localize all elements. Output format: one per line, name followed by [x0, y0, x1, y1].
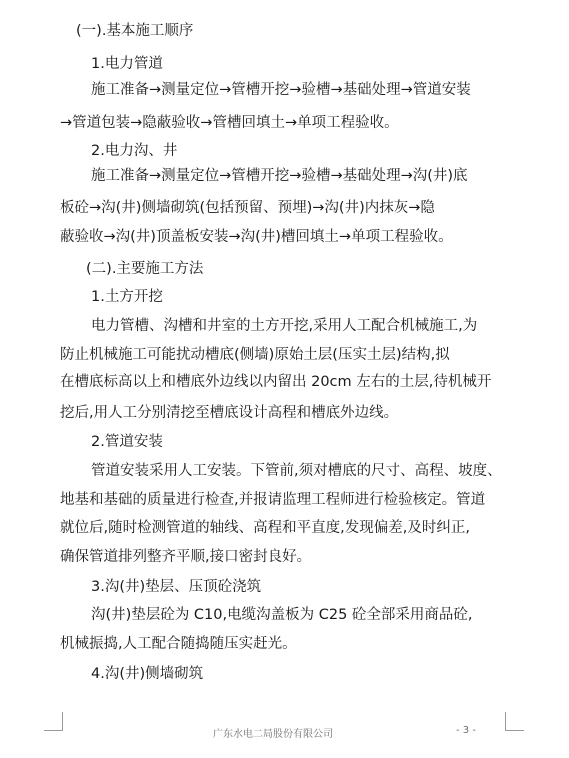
item-heading-power-trench-well: 2.电力沟、井 — [91, 143, 178, 159]
paragraph-line: 机械振捣,人工配合随捣随压实赶光。 — [60, 636, 297, 652]
paragraph-line: 施工准备→测量定位→管槽开挖→验槽→基础处理→沟(井)底 — [91, 168, 468, 184]
item-heading-power-pipeline: 1.电力管道 — [91, 56, 163, 72]
method-heading-side-wall-masonry: 4.沟(井)侧墙砌筑 — [91, 666, 204, 682]
crop-mark-right — [505, 712, 524, 731]
paragraph-line: 施工准备→测量定位→管槽开挖→验槽→基础处理→管道安装 — [91, 82, 471, 98]
paragraph-line: 在槽底标高以上和槽底外边线以内留出 20cm 左右的土层,待机械开 — [60, 374, 492, 390]
crop-mark-left — [44, 712, 63, 731]
paragraph-line: 确保管道排列整齐平顺,接口密封良好。 — [60, 549, 312, 565]
paragraph-line: 蔽验收→沟(井)顶盖板安装→沟(井)槽回填土→单项工程验收。 — [60, 229, 453, 245]
paragraph-line: 防止机械施工可能扰动槽底(侧墙)原始土层(压实土层)结构,拟 — [60, 347, 450, 363]
method-heading-earth-excavation: 1.土方开挖 — [91, 289, 163, 305]
paragraph-line: 电力管槽、沟槽和井室的土方开挖,采用人工配合机械施工,为 — [91, 318, 478, 334]
footer-company-name: 广东水电二局股份有限公司 — [213, 729, 333, 740]
paragraph-line: 地基和基础的质量进行检查,并报请监理工程师进行检验核定。管道 — [60, 492, 486, 508]
paragraph-line: 沟(井)垫层砼为 C10,电缆沟盖板为 C25 砼全部采用商品砼, — [91, 607, 473, 623]
method-heading-pipe-installation: 2.管道安装 — [91, 434, 163, 450]
paragraph-line: 板砼→沟(井)侧墙砌筑(包括预留、预埋)→沟(井)内抹灰→隐 — [60, 200, 435, 216]
paragraph-line: 就位后,随时检测管道的轴线、高程和平直度,发现偏差,及时纠正, — [60, 520, 470, 536]
paragraph-line: →管道包装→隐蔽验收→管槽回填土→单项工程验收。 — [60, 115, 399, 131]
section-heading-main-methods: (二).主要施工方法 — [86, 261, 204, 277]
method-heading-cushion-concrete: 3.沟(井)垫层、压顶砼浇筑 — [91, 579, 262, 595]
paragraph-line: 管道安装采用人工安装。下管前,须对槽底的尺寸、高程、坡度、 — [91, 463, 502, 479]
footer-page-number: - 3 - — [456, 725, 476, 736]
section-heading-construction-sequence: (一).基本施工顺序 — [76, 23, 194, 39]
paragraph-line: 挖后,用人工分别清挖至槽底设计高程和槽底外边线。 — [60, 405, 399, 421]
